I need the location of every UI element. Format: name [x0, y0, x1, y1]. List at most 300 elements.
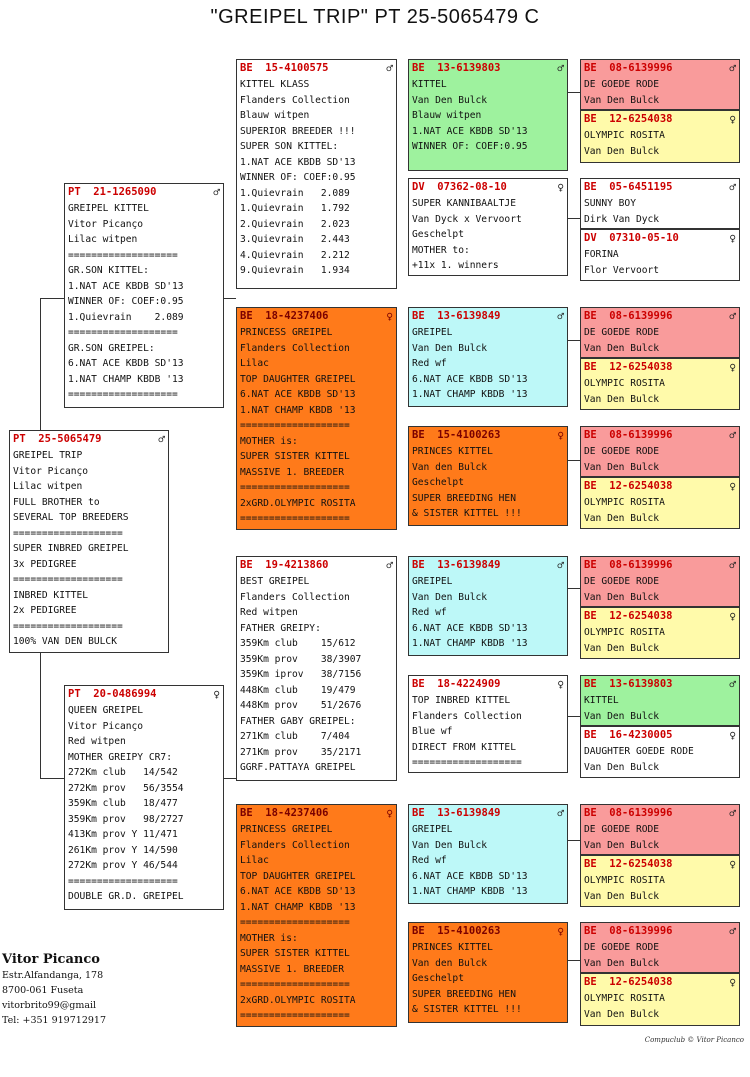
male-symbol-icon: ♂: [729, 61, 736, 75]
owner-phone: Tel: +351 919712917: [2, 1015, 106, 1026]
ring-number-header: [584, 232, 736, 245]
pedigree-line: 448Km prov 51/2676: [240, 700, 362, 711]
pedigree-line: ===================: [412, 757, 522, 768]
pedigree-line: Van Dyck x Vervoort: [412, 213, 522, 225]
pedigree-card-sire-dam[interactable]: [236, 307, 397, 530]
pedigree-line: ===================: [240, 979, 350, 990]
pedigree-line: Van Den Bulck: [412, 839, 488, 851]
pedigree-line: 413Km prov Y 11/471: [68, 829, 178, 840]
pedigree-line: DE GOEDE RODE: [584, 79, 660, 90]
pedigree-card-ggg6[interactable]: [580, 358, 740, 410]
pedigree-line: 1.NAT CHAMP KBDB '13: [412, 886, 528, 897]
pedigree-line: Red witpen: [240, 607, 298, 618]
pedigree-line: FULL BROTHER to: [13, 496, 100, 508]
pedigree-line: Geschelpt: [412, 477, 464, 488]
ring-number: BE 08-6139996: [584, 62, 673, 74]
ring-number-header: [412, 181, 564, 194]
ring-number: PT 20-0486994: [68, 688, 157, 700]
female-symbol-icon: ♀: [729, 728, 736, 742]
pedigree-line: Van Den Bulck: [584, 642, 660, 654]
pedigree-text: [68, 201, 220, 403]
pedigree-line: 6.NAT ACE KBDB SD'13: [240, 389, 356, 400]
connector-line: [40, 298, 41, 431]
pedigree-line: DIRECT FROM KITTEL: [412, 741, 516, 753]
pedigree-text: [412, 693, 564, 771]
female-symbol-icon: ♀: [729, 360, 736, 374]
pedigree-card-gg8[interactable]: [408, 922, 568, 1023]
pedigree-line: WINNER OF: COEF:0.95: [68, 296, 184, 307]
pedigree-line: DE GOEDE RODE: [584, 327, 660, 338]
ring-number: PT 21-1265090: [68, 186, 157, 198]
pedigree-line: ===================: [13, 574, 123, 585]
pedigree-line: Vitor Picanço: [68, 218, 144, 230]
pedigree-line: Van Den Bulck: [584, 393, 660, 405]
male-symbol-icon: ♂: [386, 558, 393, 572]
ring-number-header: [584, 361, 736, 374]
page-title: "GREIPEL TRIP" PT 25-5065479 C: [210, 6, 540, 28]
pedigree-line: OLYMPIC ROSITA: [584, 875, 665, 886]
connector-line: [568, 840, 580, 841]
pedigree-card-gg2[interactable]: [408, 178, 568, 276]
pedigree-card-gg7[interactable]: [408, 804, 568, 904]
pedigree-text: [584, 822, 736, 853]
pedigree-line: Van Den Bulck: [584, 342, 660, 354]
ring-number: BE 12-6254038: [584, 480, 673, 492]
pedigree-line: Lilac: [240, 358, 269, 369]
ring-number-header: [584, 729, 736, 742]
male-symbol-icon: ♂: [729, 924, 736, 938]
pedigree-line: Vitor Picanço: [68, 720, 144, 732]
ring-number: BE 12-6254038: [584, 858, 673, 870]
connector-line: [568, 588, 580, 589]
pedigree-line: 1.NAT CHAMP KBDB '13: [68, 373, 184, 385]
pedigree-line: Geschelpt: [412, 229, 464, 240]
connector-line: [568, 340, 580, 341]
pedigree-text: [412, 77, 564, 155]
pedigree-line: 2.Quievrain 2.023: [240, 218, 350, 230]
connector-line: [40, 298, 64, 299]
pedigree-card-sire[interactable]: [64, 183, 224, 408]
pedigree-line: Van Den Bulck: [584, 512, 660, 524]
pedigree-line: 6.NAT ACE KBDB SD'13: [68, 358, 184, 369]
male-symbol-icon: ♂: [729, 806, 736, 820]
pedigree-card-ggg5[interactable]: [580, 307, 740, 358]
pedigree-line: FORINA: [584, 249, 619, 260]
pedigree-line: Van Den Bulck: [584, 461, 660, 473]
pedigree-line: Van Den Bulck: [584, 761, 660, 773]
pedigree-line: SUNNY BOY: [584, 198, 636, 209]
ring-number-header: [584, 429, 736, 442]
pedigree-card-gg1[interactable]: [408, 59, 568, 171]
pedigree-text: [412, 444, 564, 522]
ring-number: BE 12-6254038: [584, 113, 673, 125]
ring-number-header: [412, 807, 564, 820]
pedigree-line: KITTEL: [412, 79, 447, 90]
ring-number-header: [584, 62, 736, 75]
pedigree-text: [584, 196, 736, 227]
pedigree-line: TOP DAUGHTER GREIPEL: [240, 870, 356, 882]
pedigree-card-ggg15[interactable]: [580, 922, 740, 973]
ring-number: BE 13-6139849: [412, 807, 501, 819]
female-symbol-icon: ♀: [386, 806, 393, 820]
pedigree-line: SUPER SON KITTEL:: [240, 141, 339, 152]
pedigree-line: 359Km prov 38/3907: [240, 653, 362, 665]
pedigree-line: OLYMPIC ROSITA: [584, 627, 665, 638]
ring-number-header: [68, 186, 220, 199]
pedigree-line: Blauw witpen: [412, 110, 482, 121]
pedigree-text: [584, 77, 736, 108]
pedigree-text: [584, 247, 736, 278]
pedigree-line: Vitor Picanço: [13, 465, 89, 477]
pedigree-line: QUEEN GREIPEL: [68, 705, 144, 716]
software-credit: Compuclub © Vitor Picanco: [644, 1036, 744, 1044]
ring-number: BE 13-6139849: [412, 559, 501, 571]
female-symbol-icon: ♀: [557, 677, 564, 691]
pedigree-line: 1.Quievrain 2.089: [240, 187, 350, 199]
pedigree-line: 100% VAN DEN BULCK: [13, 636, 117, 647]
pedigree-line: WINNER OF: COEF:0.95: [240, 172, 356, 183]
pedigree-line: ===================: [240, 1010, 350, 1021]
pedigree-line: Van Den Bulck: [584, 94, 660, 106]
pedigree-line: 3.Quievrain 2.443: [240, 234, 350, 245]
pedigree-line: GREIPEL: [412, 327, 453, 338]
pedigree-line: 9.Quievrain 1.934: [240, 265, 350, 276]
ring-number-header: [584, 976, 736, 989]
ring-number-header: [584, 610, 736, 623]
ring-number-header: [412, 310, 564, 323]
ring-number: PT 25-5065479: [13, 433, 102, 445]
connector-line: [568, 218, 580, 219]
male-symbol-icon: ♂: [729, 180, 736, 194]
pedigree-line: Van Den Bulck: [584, 890, 660, 902]
ring-number: BE 18-4224909: [412, 678, 501, 690]
pedigree-line: & SISTER KITTEL !!!: [412, 1004, 522, 1015]
owner-email: vitorbrito99@gmail: [2, 1000, 97, 1011]
pedigree-text: [584, 625, 736, 656]
male-symbol-icon: ♂: [557, 309, 564, 323]
female-symbol-icon: ♀: [729, 479, 736, 493]
pedigree-line: DE GOEDE RODE: [584, 446, 660, 457]
ring-number-header: [240, 62, 393, 75]
pedigree-card-dam[interactable]: [64, 685, 224, 910]
pedigree-card-ggg2[interactable]: [580, 110, 740, 163]
pedigree-card-ggg3[interactable]: [580, 178, 740, 229]
pedigree-line: Lilac: [240, 855, 269, 866]
pedigree-line: KITTEL KLASS: [240, 79, 310, 90]
pedigree-card-gg6[interactable]: [408, 675, 568, 773]
pedigree-line: PRINCES KITTEL: [412, 942, 493, 953]
female-symbol-icon: ♀: [386, 309, 393, 323]
pedigree-line: PRINCESS GREIPEL: [240, 327, 333, 338]
pedigree-line: Van Den Bulck: [584, 957, 660, 969]
pedigree-line: Dirk Van Dyck: [584, 213, 660, 225]
ring-number-header: [240, 559, 393, 572]
pedigree-line: SUPERIOR BREEDER !!!: [240, 125, 356, 137]
ring-number-header: [240, 310, 393, 323]
pedigree-line: 271Km club 7/404: [240, 731, 350, 742]
pedigree-line: Geschelpt: [412, 973, 464, 984]
pedigree-card-gg5[interactable]: [408, 556, 568, 656]
pedigree-text: [584, 744, 736, 775]
male-symbol-icon: ♂: [557, 806, 564, 820]
pedigree-line: SUPER BREEDING HEN: [412, 492, 516, 504]
female-symbol-icon: ♀: [729, 975, 736, 989]
pedigree-card-gg4[interactable]: [408, 426, 568, 526]
connector-line: [568, 460, 580, 461]
pedigree-card-dam-dam[interactable]: [236, 804, 397, 1027]
pedigree-text: [240, 77, 393, 279]
ring-number: BE 12-6254038: [584, 361, 673, 373]
pedigree-line: Flanders Collection: [240, 342, 350, 354]
pedigree-line: 1.NAT ACE KBDB SD'13: [68, 280, 184, 292]
pedigree-card-ggg4[interactable]: [580, 229, 740, 281]
pedigree-line: Van Den Bulck: [412, 591, 488, 603]
pedigree-text: [584, 444, 736, 475]
pedigree-line: 6.NAT ACE KBDB SD'13: [412, 622, 528, 634]
pedigree-line: SUPER SISTER KITTEL: [240, 948, 350, 959]
female-symbol-icon: ♀: [729, 112, 736, 126]
male-symbol-icon: ♂: [557, 61, 564, 75]
owner-info: [2, 952, 232, 1028]
pedigree-line: 1.Quievrain 2.089: [68, 311, 184, 323]
pedigree-line: SUPER KANNIBAALTJE: [412, 198, 516, 209]
ring-number-header: [584, 310, 736, 323]
pedigree-text: [584, 991, 736, 1022]
female-symbol-icon: ♀: [557, 924, 564, 938]
pedigree-line: KITTEL: [584, 695, 619, 706]
pedigree-line: OLYMPIC ROSITA: [584, 497, 665, 508]
pedigree-line: 1.NAT ACE KBDB SD'13: [240, 156, 356, 168]
pedigree-line: Van Den Bulck: [584, 710, 660, 722]
ring-number: BE 15-4100263: [412, 429, 501, 441]
pedigree-line: 272Km prov 56/3554: [68, 782, 184, 794]
pedigree-line: WINNER OF: COEF:0.95: [412, 141, 528, 152]
connector-line: [568, 716, 580, 717]
pedigree-line: 272Km prov Y 46/544: [68, 860, 178, 871]
pedigree-line: 1.NAT CHAMP KBDB '13: [240, 404, 356, 416]
pedigree-line: Van Den Bulck: [412, 94, 488, 106]
pedigree-line: ===================: [240, 482, 350, 493]
pedigree-text: [412, 325, 564, 403]
pedigree-line: Van Den Bulck: [584, 839, 660, 851]
ring-number: BE 19-4213860: [240, 559, 329, 571]
ring-number: DV 07310-05-10: [584, 232, 679, 244]
ring-number-header: [584, 858, 736, 871]
pedigree-line: MASSIVE 1. BREEDER: [240, 466, 344, 478]
ring-number: BE 13-6139803: [412, 62, 501, 74]
pedigree-line: Van Den Bulck: [584, 145, 660, 157]
pedigree-line: OLYMPIC ROSITA: [584, 378, 665, 389]
pedigree-line: BEST GREIPEL: [240, 576, 310, 587]
male-symbol-icon: ♂: [386, 61, 393, 75]
pedigree-line: DE GOEDE RODE: [584, 824, 660, 835]
male-symbol-icon: ♂: [729, 428, 736, 442]
pedigree-line: 359Km club 18/477: [68, 798, 178, 809]
connector-line: [568, 960, 580, 961]
pedigree-line: INBRED KITTEL: [13, 589, 89, 601]
pedigree-text: [584, 940, 736, 971]
pedigree-text: [584, 574, 736, 605]
connector-line: [40, 778, 64, 779]
pedigree-line: PRINCESS GREIPEL: [240, 824, 333, 835]
pedigree-card-ggg11[interactable]: [580, 675, 740, 726]
male-symbol-icon: ♂: [213, 185, 220, 199]
pedigree-line: DE GOEDE RODE: [584, 942, 660, 953]
pedigree-line: 1.NAT CHAMP KBDB '13: [412, 389, 528, 400]
pedigree-card-ggg14[interactable]: [580, 855, 740, 907]
female-symbol-icon: ♀: [729, 609, 736, 623]
female-symbol-icon: ♀: [729, 857, 736, 871]
pedigree-line: ===================: [68, 327, 178, 338]
ring-number: BE 05-6451195: [584, 181, 673, 193]
pedigree-line: OLYMPIC ROSITA: [584, 993, 665, 1004]
pedigree-line: 272Km club 14/542: [68, 767, 178, 778]
ring-number: BE 08-6139996: [584, 559, 673, 571]
pedigree-text: [240, 822, 393, 1024]
pedigree-text: [240, 574, 393, 776]
pedigree-line: OLYMPIC ROSITA: [584, 130, 665, 141]
ring-number: DV 07362-08-10: [412, 181, 507, 193]
pedigree-text: [584, 128, 736, 159]
pedigree-line: 359Km prov 98/2727: [68, 813, 184, 825]
pedigree-card-sire-sire[interactable]: [236, 59, 397, 289]
pedigree-line: MOTHER to:: [412, 244, 470, 256]
pedigree-line: ===================: [240, 420, 350, 431]
ring-number: BE 12-6254038: [584, 610, 673, 622]
owner-address-line: Estr.Alfandanga, 178: [2, 970, 104, 981]
pedigree-line: 6.NAT ACE KBDB SD'13: [240, 886, 356, 897]
pedigree-line: 359Km club 15/612: [240, 638, 356, 649]
male-symbol-icon: ♂: [557, 558, 564, 572]
pedigree-card-ggg8[interactable]: [580, 477, 740, 529]
pedigree-line: 1.NAT CHAMP KBDB '13: [240, 901, 356, 913]
pedigree-text: [412, 822, 564, 900]
pedigree-card-ggg13[interactable]: [580, 804, 740, 855]
pedigree-card-subject[interactable]: [9, 430, 169, 653]
ring-number-header: [584, 113, 736, 126]
owner-address-line: 8700-061 Fuseta: [2, 985, 84, 996]
pedigree-card-ggg9[interactable]: [580, 556, 740, 607]
pedigree-line: Flanders Collection: [240, 94, 350, 106]
pedigree-line: Van den Bulck: [412, 957, 488, 969]
pedigree-line: Lilac witpen: [68, 234, 138, 245]
pedigree-line: ===================: [13, 620, 123, 632]
pedigree-line: SUPER SISTER KITTEL: [240, 451, 350, 462]
female-symbol-icon: ♀: [213, 687, 220, 701]
pedigree-card-dam-sire[interactable]: [236, 556, 397, 781]
pedigree-line: 6.NAT ACE KBDB SD'13: [412, 373, 528, 385]
pedigree-line: 3x PEDIGREE: [13, 558, 77, 570]
pedigree-line: SUPER BREEDING HEN: [412, 988, 516, 1000]
pedigree-line: GREIPEL TRIP: [13, 450, 83, 461]
pedigree-line: Flanders Collection: [412, 710, 522, 722]
pedigree-line: GREIPEL KITTEL: [68, 203, 149, 214]
ring-number-header: [13, 433, 165, 446]
pedigree-line: FATHER GREIPY:: [240, 622, 321, 634]
pedigree-line: 1.Quievrain 1.792: [240, 203, 350, 214]
female-symbol-icon: ♀: [729, 231, 736, 245]
pedigree-card-gg3[interactable]: [408, 307, 568, 407]
ring-number-header: [412, 678, 564, 691]
pedigree-line: DAUGHTER GOEDE RODE: [584, 746, 694, 757]
pedigree-line: ===================: [13, 527, 123, 539]
male-symbol-icon: ♂: [729, 558, 736, 572]
ring-number-header: [584, 925, 736, 938]
ring-number-header: [412, 559, 564, 572]
pedigree-line: 2x PEDIGREE: [13, 605, 77, 616]
pedigree-line: GREIPEL: [412, 576, 453, 587]
pedigree-line: GGRF.PATTAYA GREIPEL: [240, 762, 356, 773]
pedigree-line: 6.NAT ACE KBDB SD'13: [412, 870, 528, 882]
pedigree-line: GREIPEL: [412, 824, 453, 835]
pedigree-line: GR.SON KITTEL:: [68, 265, 149, 276]
pedigree-line: MASSIVE 1. BREEDER: [240, 963, 344, 975]
pedigree-line: Red wf: [412, 358, 447, 369]
pedigree-line: Flanders Collection: [240, 839, 350, 851]
pedigree-card-ggg10[interactable]: [580, 607, 740, 659]
pedigree-text: [68, 703, 220, 905]
ring-number: BE 08-6139996: [584, 807, 673, 819]
connector-line: [40, 652, 41, 778]
pedigree-line: Van Den Bulck: [584, 591, 660, 603]
owner-name: Vitor Picanco: [2, 952, 100, 967]
pedigree-line: SEVERAL TOP BREEDERS: [13, 512, 129, 523]
pedigree-line: 448Km club 19/479: [240, 684, 356, 696]
ring-number-header: [240, 807, 393, 820]
pedigree-line: Blauw witpen: [240, 110, 310, 121]
pedigree-text: [584, 873, 736, 904]
pedigree-text: [412, 574, 564, 652]
pedigree-line: MOTHER is:: [240, 932, 298, 944]
pedigree-line: 2xGRD.OLYMPIC ROSITA: [240, 497, 356, 509]
pedigree-line: Flor Vervoort: [584, 264, 660, 276]
ring-number: BE 15-4100575: [240, 62, 329, 74]
pedigree-line: 2xGRD.OLYMPIC ROSITA: [240, 994, 356, 1006]
pedigree-card-ggg16[interactable]: [580, 973, 740, 1026]
pedigree-line: Red wf: [412, 855, 447, 866]
ring-number: BE 08-6139996: [584, 310, 673, 322]
pedigree-line: Red witpen: [68, 736, 126, 747]
ring-number: BE 13-6139803: [584, 678, 673, 690]
pedigree-card-ggg12[interactable]: [580, 726, 740, 778]
ring-number-header: [584, 807, 736, 820]
pedigree-card-ggg7[interactable]: [580, 426, 740, 477]
pedigree-line: PRINCES KITTEL: [412, 446, 493, 457]
connector-line: [224, 778, 236, 779]
male-symbol-icon: ♂: [729, 677, 736, 691]
ring-number-header: [412, 62, 564, 75]
pedigree-line: ===================: [68, 249, 178, 261]
pedigree-text: [584, 693, 736, 724]
pedigree-line: 1.NAT ACE KBDB SD'13: [412, 125, 528, 137]
pedigree-line: SUPER INBRED GREIPEL: [13, 543, 129, 554]
pedigree-line: 271Km prov 35/2171: [240, 746, 362, 758]
pedigree-line: 359Km iprov 38/7156: [240, 669, 362, 680]
pedigree-line: Van den Bulck: [412, 461, 488, 473]
pedigree-line: TOP DAUGHTER GREIPEL: [240, 373, 356, 385]
pedigree-line: 4.Quievrain 2.212: [240, 249, 350, 261]
ring-number-header: [412, 429, 564, 442]
pedigree-card-ggg1[interactable]: [580, 59, 740, 110]
female-symbol-icon: ♀: [557, 180, 564, 194]
ring-number: BE 08-6139996: [584, 925, 673, 937]
pedigree-line: ===================: [68, 389, 178, 400]
ring-number: BE 16-4230005: [584, 729, 673, 741]
pedigree-line: +11x 1. winners: [412, 260, 499, 271]
pedigree-line: Lilac witpen: [13, 481, 83, 492]
ring-number: BE 18-4237406: [240, 807, 329, 819]
pedigree-text: [412, 196, 564, 274]
